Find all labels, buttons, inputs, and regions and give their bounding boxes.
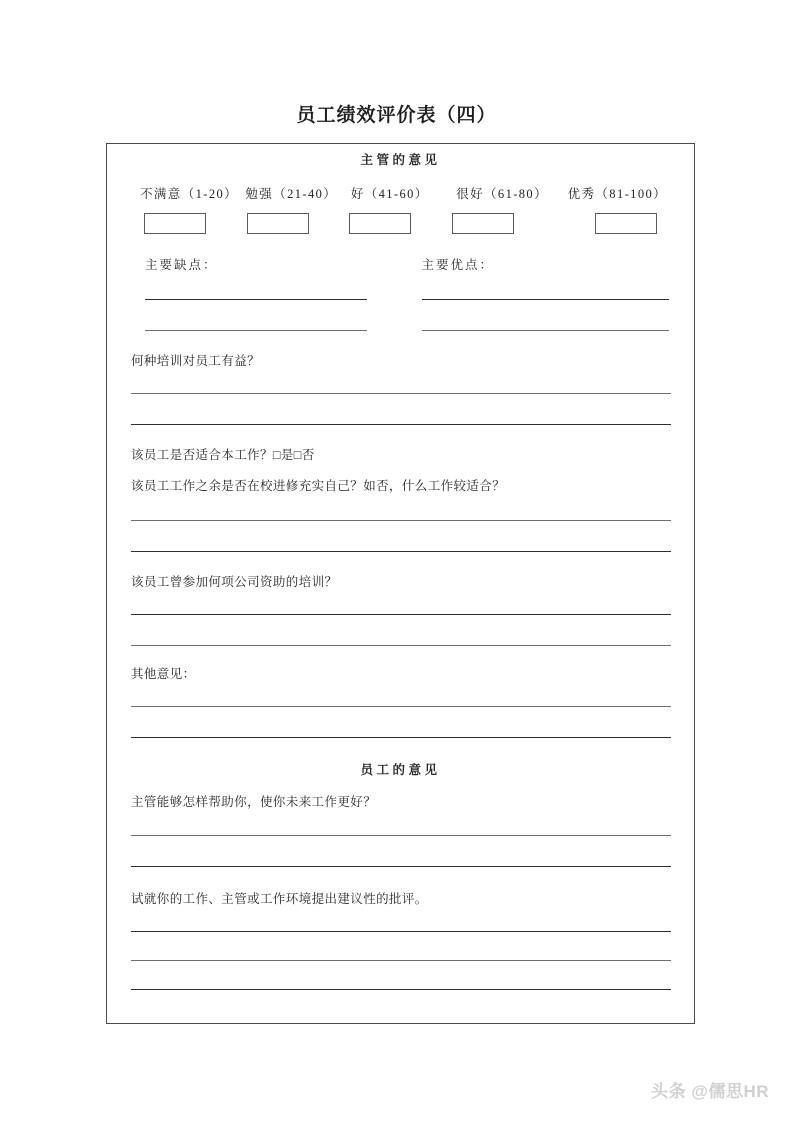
question-supervisor-help: 主管能够怎样帮助你，使你未来工作更好？ (131, 794, 377, 809)
question-job-suitability[interactable]: 该员工是否适合本工作？□是□否 (131, 447, 315, 462)
strengths-weaknesses-block (130, 259, 671, 331)
rating-label-good: 好（41-60） (350, 187, 429, 201)
other-comments-label: 其他意见： (131, 666, 196, 681)
strengths-column (401, 259, 672, 331)
strengths-label: 主要优点： (421, 258, 495, 272)
rating-label-excellent: 优秀（81-100） (567, 187, 668, 201)
constructive-criticism-write-line-3[interactable] (131, 989, 671, 990)
rating-box-cell-excellent (554, 213, 669, 239)
rating-scale-boxes (130, 213, 671, 239)
rating-box-cell-verygood (452, 213, 555, 239)
question-self-study: 该员工工作之余是否在校进修充实自己？如否，什么工作较适合？ (131, 479, 506, 494)
evaluation-form-frame (106, 143, 695, 1024)
rating-box-cell-unsatisfactory (144, 213, 247, 239)
section-header-employee: 员工的意见 (360, 762, 441, 777)
section-header-supervisor: 主管的意见 (360, 153, 441, 167)
watermark-text: 头条 @儒思HR (651, 1082, 769, 1101)
rating-box-good[interactable] (349, 213, 411, 234)
rating-box-cell-barely (247, 213, 350, 239)
rating-box-barely[interactable] (247, 213, 309, 234)
rating-box-verygood[interactable] (452, 213, 514, 234)
question-constructive-criticism: 试就你的工作、主管或工作环境提出建议性的批评。 (131, 892, 428, 907)
page-title: 员工绩效评价表（四） (296, 105, 497, 126)
question-training-benefit: 何种培训对员工有益？ (131, 353, 261, 368)
weaknesses-write-line-2[interactable] (145, 330, 367, 331)
rating-label-unsatisfactory: 不满意（1-20） (140, 187, 239, 201)
question-sponsored-training: 该员工曾参加何项公司资助的培训？ (131, 575, 338, 589)
weaknesses-column (130, 259, 401, 331)
rating-scale-labels (130, 184, 671, 202)
rating-box-unsatisfactory[interactable] (144, 213, 206, 234)
rating-label-verygood: 很好（61-80） (456, 187, 548, 201)
rating-box-excellent[interactable] (595, 213, 657, 234)
strengths-write-line-2[interactable] (422, 330, 670, 331)
rating-box-cell-good (349, 213, 452, 239)
rating-label-barely: 勉强（21-40） (245, 187, 338, 201)
weaknesses-label: 主要缺点： (145, 258, 218, 272)
